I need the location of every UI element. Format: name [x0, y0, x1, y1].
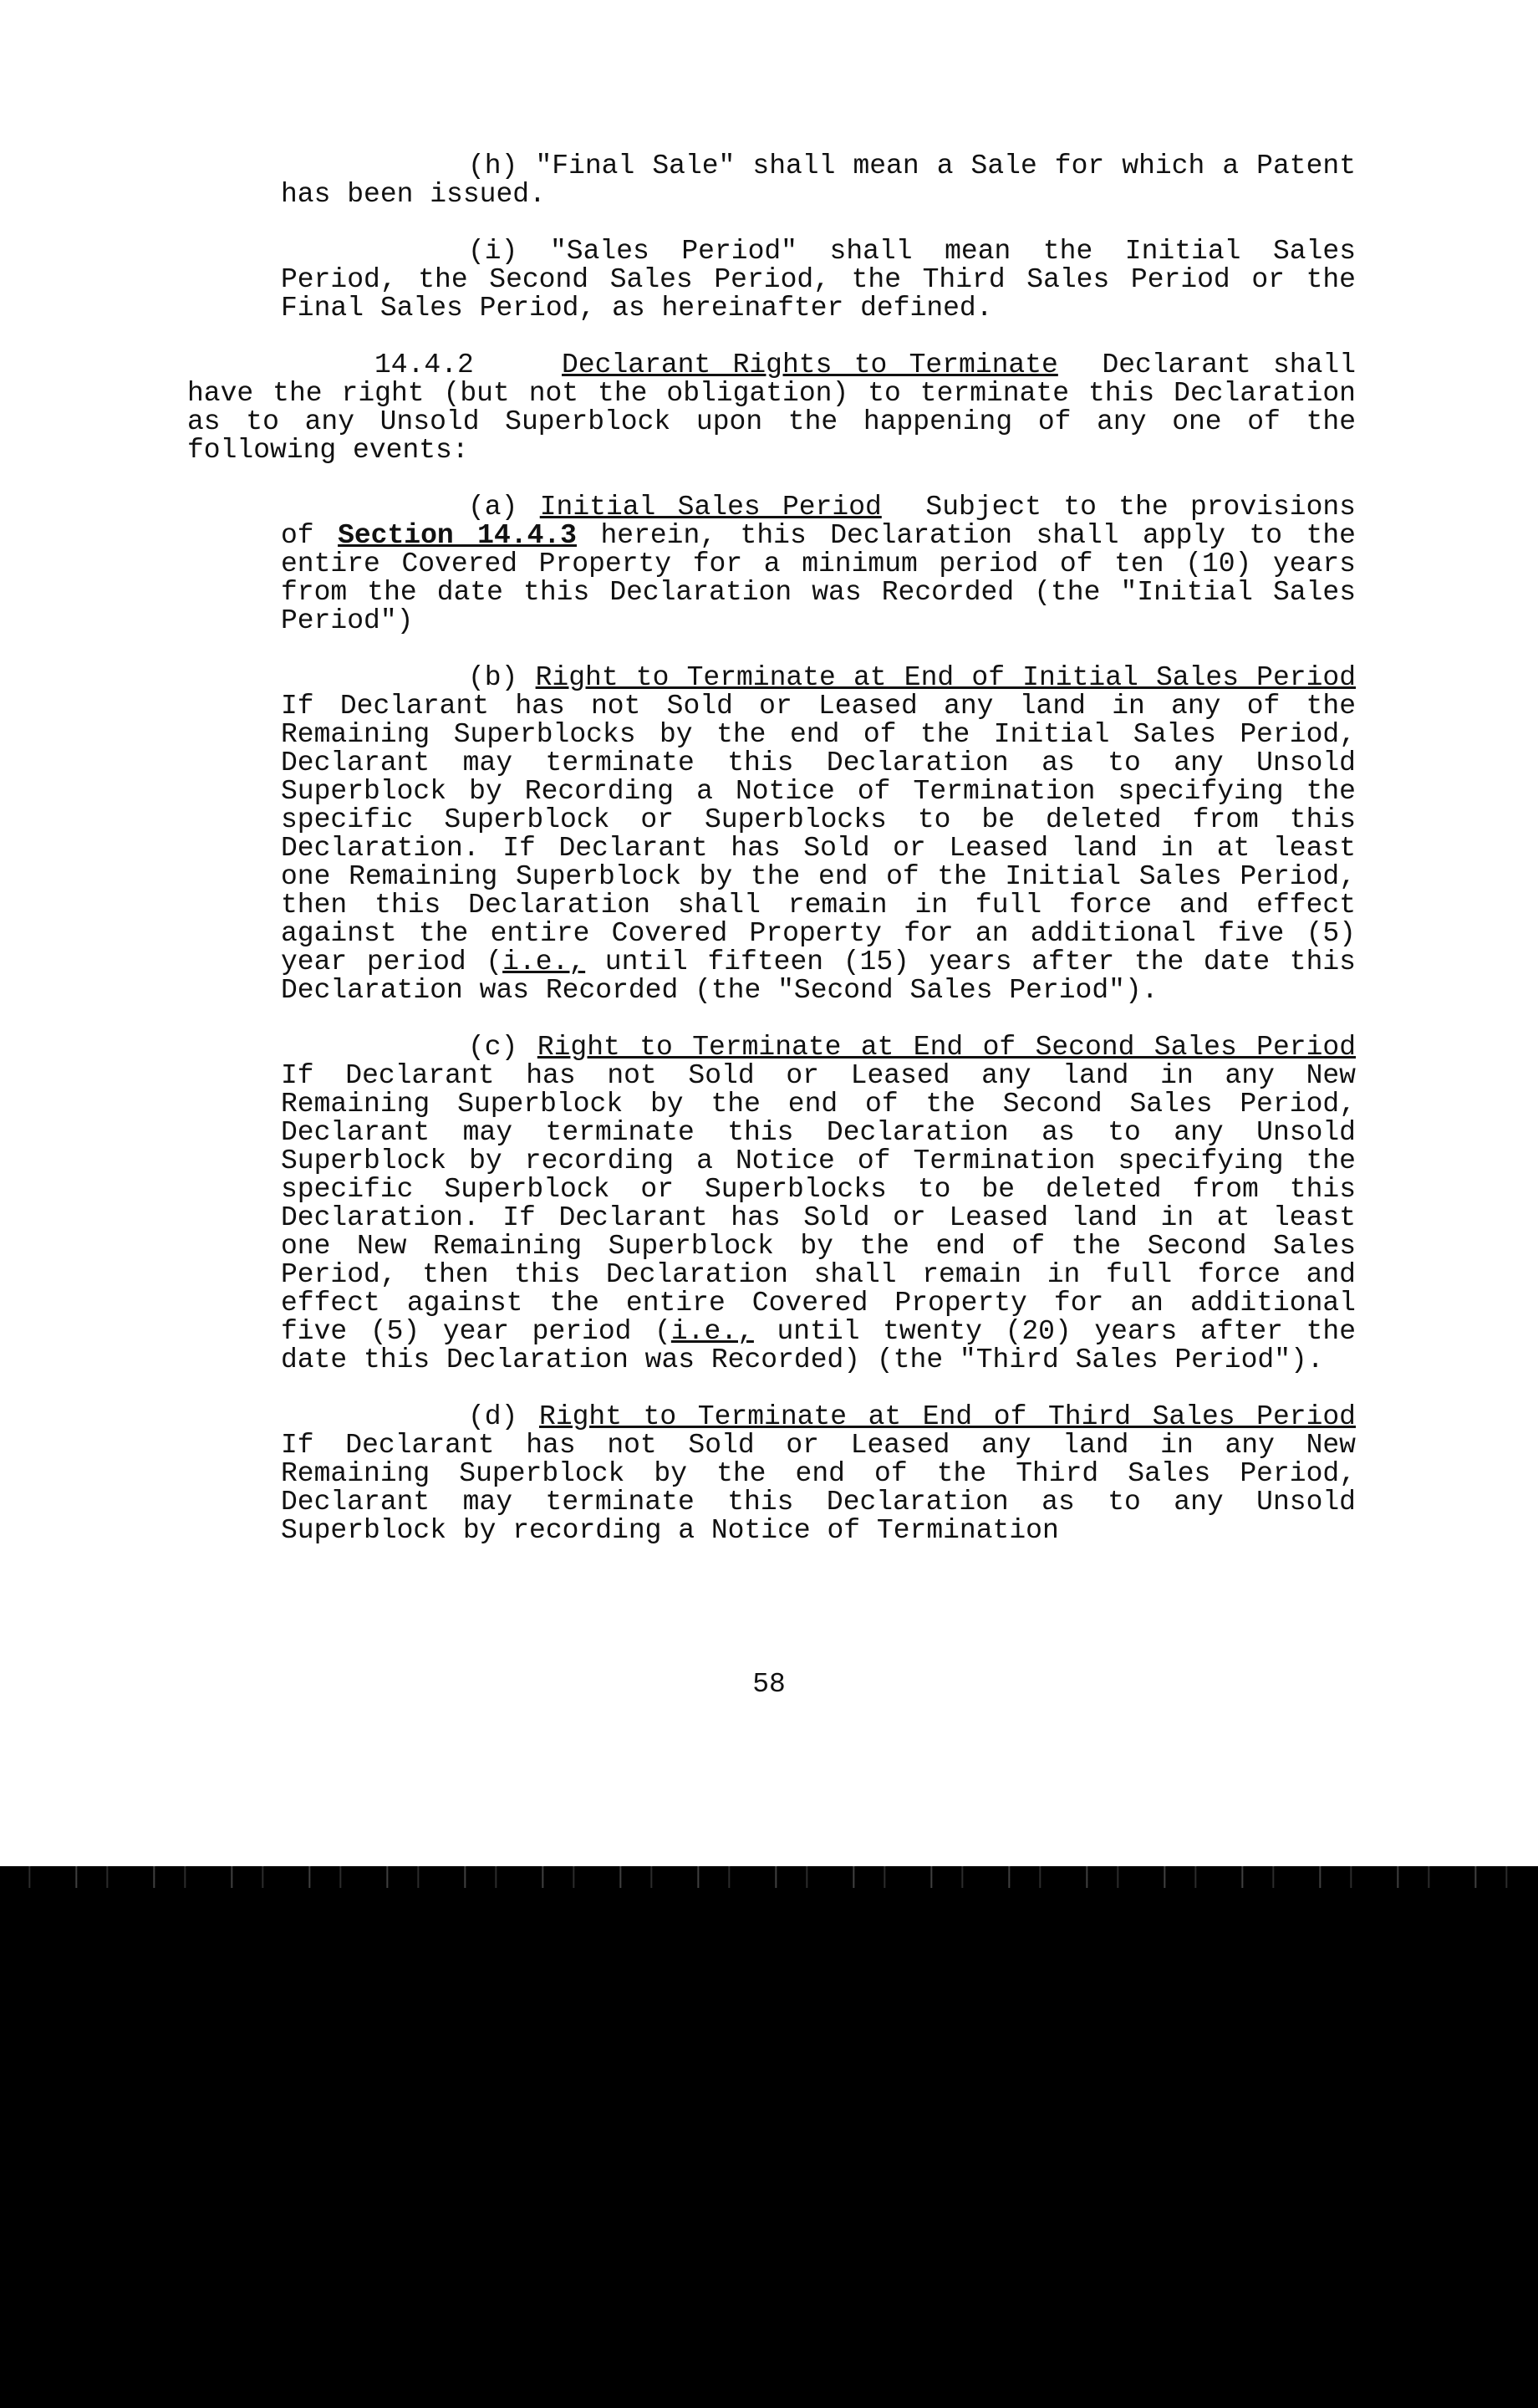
paragraph-c: [281, 1033, 1356, 1375]
paragraph-b-label: (b): [468, 662, 518, 693]
paragraph-h: [281, 152, 1356, 209]
paragraph-c-label: (c): [468, 1032, 518, 1063]
paragraph-i-label: (i): [468, 236, 518, 267]
paragraph-a: [281, 493, 1356, 635]
paragraph-d-text: If Declarant has not Sold or Leased any land in any New Remaining Superblock by the end of the Third Sales Period, Declarant may terminate this Declaration as to any Unsold Superblock by recording a Notice of Termination: [281, 1430, 1356, 1546]
paragraph-d-label: (d): [468, 1401, 518, 1432]
paragraph-b-text-1: If Declarant has not Sold or Leased any land in any of the Remaining Superblocks by the end of the Initial Sales Period, Declarant may terminate this Declaration as to any Unsold Superblock by Recording a Notice of Termination specifying the specific Superblock or Superblocks to be deleted from this Declaration. If Declarant has Sold or Leased land in at least one Remaining Superblock by the end of the Initial Sales Period, then this Declaration shall remain in full force and effect against the entire Covered Property for an additional five (5) year period (: [281, 691, 1356, 977]
paragraph-c-heading: Right to Terminate at End of Second Sales Period: [537, 1032, 1356, 1063]
document-body: [187, 152, 1356, 1574]
paragraph-c-text-1: If Declarant has not Sold or Leased any land in any New Remaining Superblock by the end of the Second Sales Period, Declarant may terminate this Declaration as to any Unsold Superblock by recording a Notice of Termination specifying the specific Superblock or Superblocks to be deleted from this Declaration. If Declarant has Sold or Leased land in at least one New Remaining Superblock by the end of the Second Sales Period, then this Declaration shall remain in full force and effect against the entire Covered Property for an additional five (5) year period (: [281, 1060, 1356, 1347]
section-heading: Declarant Rights to Terminate: [562, 349, 1058, 380]
scan-black-band: [0, 1866, 1538, 2408]
paragraph-a-text-1: Subject to the provisions of: [281, 492, 1356, 551]
scan-noise-edge: [0, 1866, 1538, 1888]
paragraph-c-text-2: until twenty (20) years after the date this Declaration was Recorded) (the "Third Sales Period").: [281, 1316, 1356, 1375]
paragraph-h-label: (h): [468, 150, 518, 181]
paragraph-b: [281, 664, 1356, 1005]
paragraph-c-ie: i.e.,: [670, 1316, 754, 1347]
paragraph-a-text-2: herein, this Declaration shall apply to the entire Covered Property for a minimum period of ten (10) years from the date this Declaration was Recorded (the "Initial Sales Period"): [281, 520, 1356, 636]
page-number: 58: [752, 1669, 786, 1700]
paragraph-i-text: "Sales Period" shall mean the Initial Sales Period, the Second Sales Period, the Third Sales Period or the Final Sales Period, as hereinafter defined.: [281, 236, 1356, 324]
paragraph-i: [281, 237, 1356, 323]
paragraph-d-heading: Right to Terminate at End of Third Sales Period: [539, 1401, 1356, 1432]
paragraph-h-text: "Final Sale" shall mean a Sale for which a Patent has been issued.: [281, 150, 1356, 210]
paragraph-b-ie: i.e.,: [502, 946, 586, 977]
paragraph-d: [281, 1403, 1356, 1545]
section-14-4-2: [187, 351, 1356, 465]
paragraph-a-heading: Initial Sales Period: [539, 492, 882, 523]
section-number: 14.4.2: [374, 349, 474, 380]
paragraph-a-label: (a): [468, 492, 518, 523]
paragraph-b-heading: Right to Terminate at End of Initial Sales Period: [535, 662, 1356, 693]
paragraph-b-text-2: until fifteen (15) years after the date this Declaration was Recorded (the "Second Sales Period").: [281, 946, 1356, 1006]
section-text: Declarant shall have the right (but not the obligation) to terminate this Declaration as to any Unsold Superblock upon the happening of any one of the following events:: [187, 349, 1356, 466]
section-reference: Section 14.4.3: [338, 520, 577, 551]
